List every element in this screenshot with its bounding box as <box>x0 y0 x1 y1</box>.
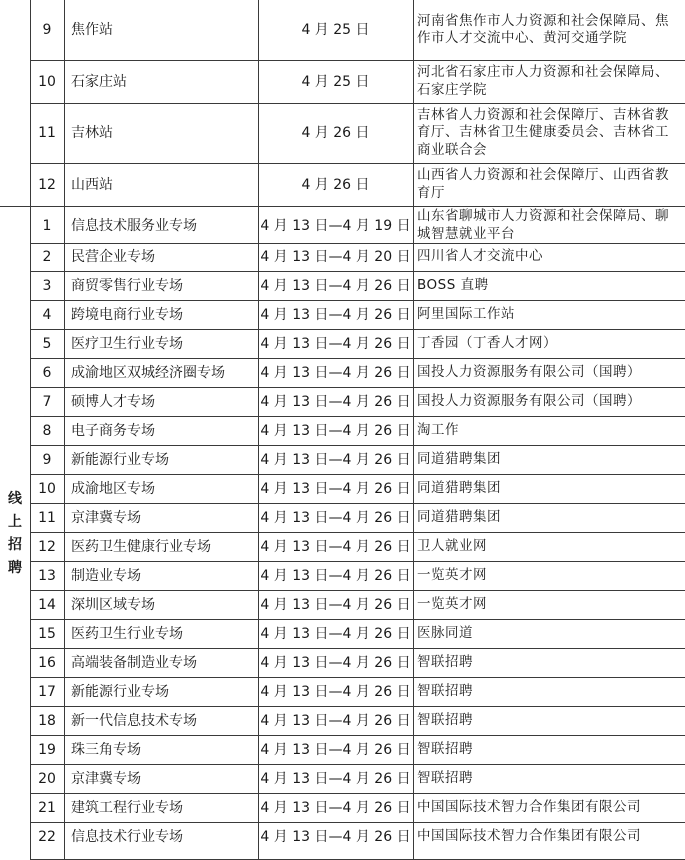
row-number-cell: 4 <box>42 306 52 323</box>
session-date-cell: 4 月 25 日 <box>301 22 370 38</box>
row-divider <box>30 677 685 678</box>
session-date-cell: 4 月 13 日—4 月 26 日 <box>260 799 411 816</box>
row-number-cell: 19 <box>38 741 56 758</box>
session-date-cell: 4 月 13 日—4 月 26 日 <box>260 277 411 294</box>
row-number-cell: 2 <box>42 249 52 265</box>
row-number-cell: 18 <box>38 712 56 729</box>
session-name-cell: 信息技术行业专场 <box>71 828 183 845</box>
session-name-cell: 新能源行业专场 <box>71 451 169 468</box>
section-label-char: 聘 <box>8 560 22 576</box>
row-number-cell: 22 <box>38 828 56 845</box>
row-divider <box>30 822 685 823</box>
session-name-cell: 京津冀专场 <box>71 770 141 787</box>
row-number-cell: 8 <box>42 422 52 439</box>
organizer-cell: 四川省人才交流中心 <box>417 248 543 265</box>
organizer-cell: 国投人力资源服务有限公司（国聘） <box>417 363 641 380</box>
session-date-cell: 4 月 13 日—4 月 26 日 <box>260 538 411 555</box>
column-divider <box>258 0 259 860</box>
session-name-cell: 成渝地区双城经济圈专场 <box>71 364 225 381</box>
row-divider <box>30 271 685 272</box>
section-label-char: 上 <box>8 514 22 530</box>
session-date-cell: 4 月 13 日—4 月 26 日 <box>260 683 411 700</box>
session-name-cell: 信息技术服务业专场 <box>71 217 197 234</box>
row-divider <box>30 764 685 765</box>
session-name-cell: 民营企业专场 <box>71 249 155 265</box>
session-name-cell: 电子商务专场 <box>71 422 155 439</box>
session-name-cell: 硕博人才专场 <box>71 393 155 410</box>
session-date-cell: 4 月 13 日—4 月 26 日 <box>260 364 411 381</box>
row-number-cell: 15 <box>38 625 56 642</box>
organizer-cell: 河南省焦作市人力资源和社会保障局、焦作市人才交流中心、黄河交通学院 <box>417 12 669 46</box>
row-number-cell: 7 <box>42 393 52 410</box>
column-divider <box>413 0 414 860</box>
session-date-cell: 4 月 13 日—4 月 26 日 <box>260 828 411 845</box>
row-number-cell: 6 <box>42 364 52 381</box>
session-name-cell: 石家庄站 <box>71 73 127 90</box>
section-divider <box>0 206 685 207</box>
organizer-cell: 丁香园（丁香人才网） <box>417 334 557 351</box>
session-date-cell: 4 月 13 日—4 月 26 日 <box>260 480 411 497</box>
row-divider <box>30 329 685 330</box>
session-date-cell: 4 月 13 日—4 月 26 日 <box>260 712 411 729</box>
session-name-cell: 京津冀专场 <box>71 509 141 526</box>
row-number-cell: 14 <box>38 596 56 613</box>
section-label-char: 线 <box>8 491 22 507</box>
row-divider <box>30 793 685 794</box>
section-label-char: 招 <box>8 537 22 553</box>
session-name-cell: 新一代信息技术专场 <box>71 712 197 729</box>
organizer-cell: 河北省石家庄市人力资源和社会保障局、石家庄学院 <box>417 64 669 98</box>
row-divider <box>30 474 685 475</box>
organizer-cell: 山西省人力资源和社会保障厅、山西省教育厅 <box>417 167 669 201</box>
session-name-cell: 山西站 <box>71 176 113 193</box>
column-divider <box>64 0 65 860</box>
organizer-cell: 医脉同道 <box>417 624 473 641</box>
organizer-cell: 智联招聘 <box>417 769 473 786</box>
organizer-cell: 智联招聘 <box>417 740 473 757</box>
row-number-cell: 13 <box>38 567 56 584</box>
session-date-cell: 4 月 13 日—4 月 19 日 <box>260 217 411 234</box>
organizer-cell: 同道猎聘集团 <box>417 450 501 467</box>
row-divider <box>30 358 685 359</box>
session-date-cell: 4 月 13 日—4 月 20 日 <box>260 249 411 265</box>
session-name-cell: 焦作站 <box>71 22 113 38</box>
row-divider <box>30 503 685 504</box>
row-divider <box>30 60 685 61</box>
organizer-cell: 淘工作 <box>417 421 459 438</box>
row-number-cell: 10 <box>38 480 56 497</box>
row-number-cell: 11 <box>38 125 56 141</box>
session-date-cell: 4 月 13 日—4 月 26 日 <box>260 306 411 323</box>
row-divider <box>30 416 685 417</box>
row-number-cell: 9 <box>42 22 52 38</box>
row-number-cell: 17 <box>38 683 56 700</box>
row-divider <box>30 648 685 649</box>
session-name-cell: 建筑工程行业专场 <box>71 799 183 816</box>
row-number-cell: 16 <box>38 654 56 671</box>
organizer-cell: 同道猎聘集团 <box>417 508 501 525</box>
session-name-cell: 深圳区域专场 <box>71 596 155 613</box>
session-date-cell: 4 月 13 日—4 月 26 日 <box>260 393 411 410</box>
session-date-cell: 4 月 26 日 <box>301 125 370 141</box>
row-divider <box>30 590 685 591</box>
organizer-cell: 山东省聊城市人力资源和社会保障局、聊城智慧就业平台 <box>417 208 669 242</box>
organizer-cell: 中国国际技术智力合作集团有限公司 <box>417 798 641 815</box>
organizer-cell: 一览英才网 <box>417 566 487 583</box>
row-number-cell: 21 <box>38 799 56 816</box>
session-date-cell: 4 月 26 日 <box>301 176 370 193</box>
organizer-cell: 智联招聘 <box>417 711 473 728</box>
row-divider <box>30 532 685 533</box>
session-date-cell: 4 月 13 日—4 月 26 日 <box>260 509 411 526</box>
organizer-cell: 一览英才网 <box>417 595 487 612</box>
session-name-cell: 新能源行业专场 <box>71 683 169 700</box>
row-number-cell: 12 <box>38 176 56 193</box>
row-number-cell: 1 <box>42 217 52 234</box>
session-date-cell: 4 月 13 日—4 月 26 日 <box>260 422 411 439</box>
session-date-cell: 4 月 13 日—4 月 26 日 <box>260 335 411 352</box>
session-name-cell: 成渝地区专场 <box>71 480 155 497</box>
session-date-cell: 4 月 13 日—4 月 26 日 <box>260 770 411 787</box>
row-divider <box>30 103 685 104</box>
row-divider <box>30 706 685 707</box>
organizer-cell: 国投人力资源服务有限公司（国聘） <box>417 392 641 409</box>
column-divider <box>30 0 31 860</box>
row-divider <box>30 735 685 736</box>
session-name-cell: 跨境电商行业专场 <box>71 306 183 323</box>
row-divider <box>30 163 685 164</box>
row-number-cell: 11 <box>38 509 56 526</box>
row-divider <box>30 445 685 446</box>
session-name-cell: 制造业专场 <box>71 567 141 584</box>
organizer-cell: 吉林省人力资源和社会保障厅、吉林省教育厅、吉林省卫生健康委员会、吉林省工商业联合会 <box>417 106 669 158</box>
row-divider <box>30 300 685 301</box>
session-name-cell: 吉林站 <box>71 125 113 141</box>
row-number-cell: 9 <box>42 451 52 468</box>
organizer-cell: BOSS 直聘 <box>417 276 489 293</box>
session-date-cell: 4 月 25 日 <box>301 73 370 90</box>
session-date-cell: 4 月 13 日—4 月 26 日 <box>260 654 411 671</box>
session-name-cell: 医药卫生行业专场 <box>71 625 183 642</box>
session-date-cell: 4 月 13 日—4 月 26 日 <box>260 741 411 758</box>
row-number-cell: 3 <box>42 277 52 294</box>
online-recruitment-section-label <box>0 208 30 860</box>
session-name-cell: 医疗卫生行业专场 <box>71 335 183 352</box>
organizer-cell: 卫人就业网 <box>417 537 487 554</box>
session-date-cell: 4 月 13 日—4 月 26 日 <box>260 451 411 468</box>
session-date-cell: 4 月 13 日—4 月 26 日 <box>260 596 411 613</box>
organizer-cell: 智联招聘 <box>417 653 473 670</box>
session-name-cell: 珠三角专场 <box>71 741 141 758</box>
row-divider <box>30 387 685 388</box>
session-name-cell: 高端装备制造业专场 <box>71 654 197 671</box>
row-number-cell: 20 <box>38 770 56 787</box>
row-number-cell: 12 <box>38 538 56 555</box>
organizer-cell: 同道猎聘集团 <box>417 479 501 496</box>
row-divider <box>30 561 685 562</box>
session-name-cell: 商贸零售行业专场 <box>71 277 183 294</box>
organizer-cell: 中国国际技术智力合作集团有限公司 <box>417 827 641 844</box>
row-divider <box>30 619 685 620</box>
organizer-cell: 智联招聘 <box>417 682 473 699</box>
row-number-cell: 10 <box>38 73 56 90</box>
session-name-cell: 医药卫生健康行业专场 <box>71 538 211 555</box>
row-divider <box>30 243 685 244</box>
session-date-cell: 4 月 13 日—4 月 26 日 <box>260 625 411 642</box>
organizer-cell: 阿里国际工作站 <box>417 305 515 322</box>
session-date-cell: 4 月 13 日—4 月 26 日 <box>260 567 411 584</box>
row-number-cell: 5 <box>42 335 52 352</box>
